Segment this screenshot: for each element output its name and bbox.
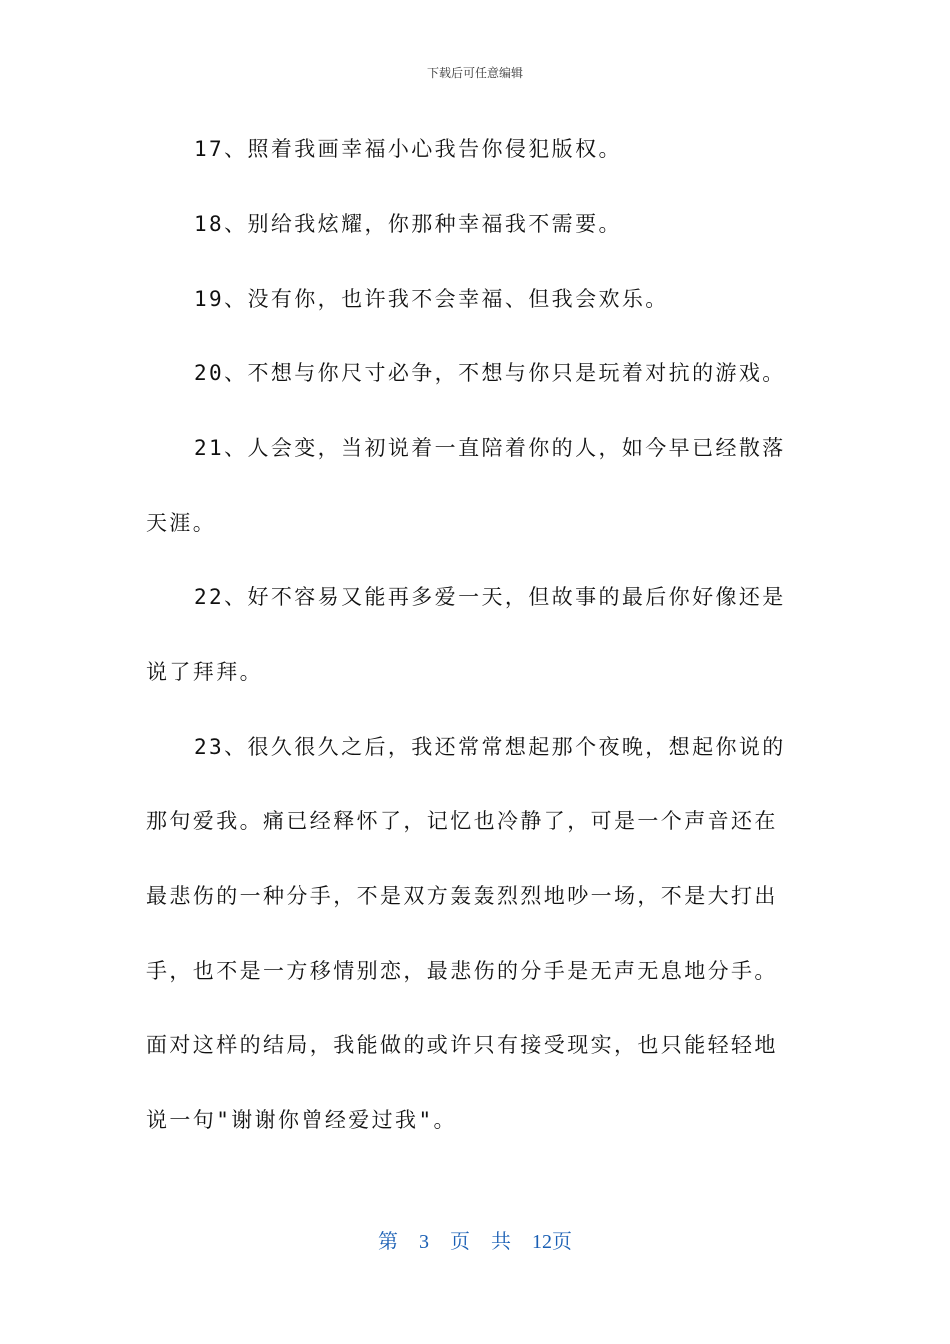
paragraph-line: 说一句"谢谢你曾经爱过我"。 <box>146 1108 457 1132</box>
paragraph-line: 说了拜拜。 <box>146 660 263 684</box>
total-pages: 12页 <box>532 1231 572 1253</box>
page-footer <box>0 1225 950 1254</box>
paragraph-line: 20、不想与你尺寸必争，不想与你只是玩着对抗的游戏。 <box>194 361 786 385</box>
paragraph-line: 17、照着我画幸福小心我告你侵犯版权。 <box>194 137 622 161</box>
footer-word-gong: 共 <box>491 1231 511 1253</box>
paragraph-line: 19、没有你，也许我不会幸福、但我会欢乐。 <box>194 287 669 311</box>
paragraph-line: 21、人会变，当初说着一直陪着你的人，如今早已经散落 <box>194 436 786 460</box>
paragraph-line: 22、好不容易又能再多爱一天，但故事的最后你好像还是 <box>194 585 786 609</box>
paragraph-line: 18、别给我炫耀，你那种幸福我不需要。 <box>194 212 622 236</box>
paragraph-line: 23、很久很久之后，我还常常想起那个夜晚，想起你说的 <box>194 735 786 759</box>
paragraph-line: 手，也不是一方移情别恋，最悲伤的分手是无声无息地分手。 <box>146 959 778 983</box>
paragraph-line: 那句爱我。痛已经释怀了，记忆也冷静了，可是一个声音还在 <box>146 809 778 833</box>
footer-word-di: 第 <box>378 1231 398 1253</box>
paragraph-line: 面对这样的结局，我能做的或许只有接受现实，也只能轻轻地 <box>146 1033 778 1057</box>
page-header: 下载后可任意编辑 <box>426 66 523 80</box>
page-number: 3 <box>419 1231 429 1253</box>
footer-word-ye: 页 <box>450 1231 470 1253</box>
paragraph-line: 天涯。 <box>146 511 217 535</box>
paragraph-line: 最悲伤的一种分手，不是双方轰轰烈烈地吵一场，不是大打出 <box>146 884 778 908</box>
